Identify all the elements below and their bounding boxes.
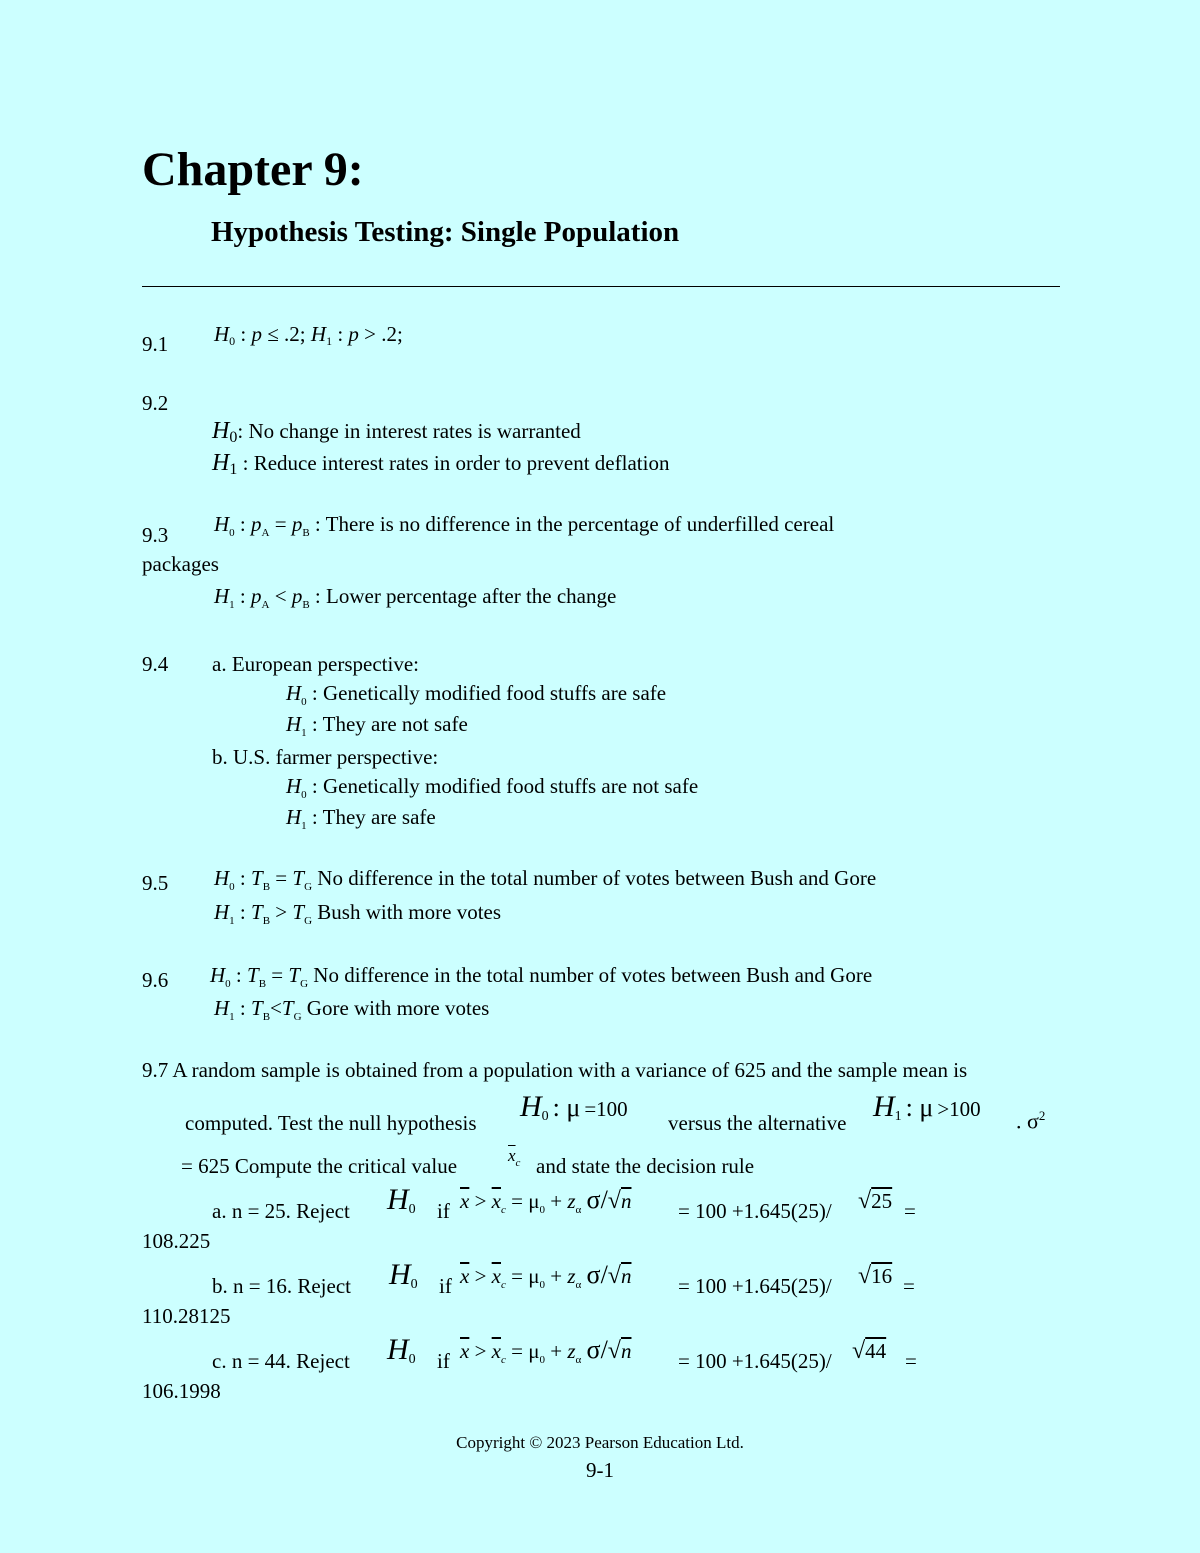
item-9-7-b-eq: = (903, 1274, 915, 1298)
footer-copyright: Copyright © 2023 Pearson Education Ltd. (456, 1433, 744, 1452)
item-9-6-h1-text: Gore with more votes (306, 996, 490, 1020)
item-9-7-c-lead: c. n = 44. Reject (212, 1349, 350, 1373)
item-9-7-a-h0: H0 (387, 1183, 416, 1217)
item-9-2-h1: $H_1$ : Reduce interest rates in order to prevent deflation (212, 450, 670, 478)
item-9-5-h0-text: No difference in the total number of votes between Bush and Gore (317, 866, 877, 890)
item-9-2-h0: $H_0$: No change in interest rates is warranted (212, 418, 581, 446)
item-9-7-line2b: versus the alternative (668, 1111, 847, 1135)
item-9-7-b-lead: b. n = 16. Reject (212, 1274, 351, 1298)
item-9-4-a-h1-text: They are not safe (322, 712, 468, 736)
item-9-6-h0: $H_0$ : $T_B = T_G$ No difference in the total number of votes between Bush and Gore (210, 963, 873, 990)
item-9-7-line3b: and state the decision rule (536, 1154, 755, 1178)
item-9-7-a-rule: $\overline{x} > \overline{x}_c = \mu_0 + z_\alpha$ σ/√n (460, 1185, 632, 1216)
item-9-7-a-root: √25 (858, 1188, 893, 1214)
item-9-7-b-if: if (439, 1274, 452, 1298)
item-9-7-b-h0: H0 (389, 1258, 418, 1292)
item-9-7-c-root-value: 44 (865, 1339, 887, 1363)
item-9-6-h0-text: No difference in the total number of votes between Bush and Gore (313, 963, 873, 987)
item-9-7-h0-formula: H0 : μ =100 (520, 1090, 628, 1124)
item-9-7-c-root: √44 (852, 1338, 887, 1364)
item-9-4-b-h1: $H_1$ : They are safe (286, 805, 436, 832)
item-9-4-number: 9.4 (142, 652, 169, 676)
item-9-7-line1-text: A random sample is obtained from a population with a variance of 625 and the sample mean is (172, 1058, 968, 1082)
item-9-7-b-tail: = 100 +1.645(25)/ (678, 1274, 832, 1298)
item-9-7-b-rule: $\overline{x} > \overline{x}_c = \mu_0 + z_\alpha$ σ/√n (460, 1260, 632, 1291)
chapter-subtitle: Hypothesis Testing: Single Population (211, 216, 680, 248)
item-9-7-line2a: computed. Test the null hypothesis (185, 1111, 477, 1135)
item-9-3-h1: $H_1$ : $p_A < p_B$ : Lower percentage after the change (214, 584, 617, 611)
item-9-7-c-eq: = (905, 1349, 917, 1373)
item-9-3-number: 9.3 (142, 523, 169, 547)
item-9-2-h0-text: No change in interest rates is warranted (248, 419, 581, 443)
item-9-7-line1 (142, 1058, 967, 1083)
title-divider (142, 286, 1060, 287)
item-9-5-number: 9.5 (142, 871, 169, 895)
item-9-7-b-result: 110.28125 (142, 1304, 231, 1328)
item-9-4-b-h1-text: They are safe (322, 805, 436, 829)
item-9-3-h1-text: Lower percentage after the change (326, 584, 617, 608)
item-9-7-a-tail: = 100 +1.645(25)/ (678, 1199, 832, 1223)
item-9-4-a-h0: $H_0$ : Genetically modified food stuffs are safe (286, 681, 667, 708)
item-9-7-b-root-value: 16 (871, 1264, 893, 1288)
item-9-7-h1-value: >100 (937, 1097, 981, 1121)
item-9-4-b-h0-text: Genetically modified food stuffs are not safe (323, 774, 699, 798)
item-9-2-h1-text: Reduce interest rates in order to prevent deflation (253, 451, 670, 475)
item-9-3-h0: $H_0$ : $p_A = p_B$ : There is no difference in the percentage of underfilled cereal (214, 512, 835, 539)
item-9-4-a-h1: $H_1$ : They are not safe (286, 712, 468, 739)
item-9-7-c-rule: $\overline{x} > \overline{x}_c = \mu_0 + z_\alpha$ σ/√n (460, 1335, 632, 1366)
item-9-3-h0-cont: packages (142, 552, 219, 576)
item-9-7-a-result: 108.225 (142, 1229, 211, 1253)
item-9-7-a-if: if (437, 1199, 450, 1223)
item-9-4-b-label: b. (212, 745, 228, 769)
item-9-1-formula: $H_0$ : p ≤ .2; $H_1$ : p > .2; (214, 322, 403, 348)
item-9-7-c-h0: H0 (387, 1333, 416, 1367)
item-9-4-a-text: European perspective: (231, 652, 419, 676)
item-9-7-critical-symbol: $\overline{x}_c$ (508, 1146, 521, 1169)
chapter-title: Chapter 9: (142, 143, 364, 196)
item-9-4-b (212, 745, 438, 770)
item-9-2-number: 9.2 (142, 391, 169, 415)
item-9-7-line3a: = 625 Compute the critical value (181, 1154, 458, 1178)
item-9-4-b-text: U.S. farmer perspective: (233, 745, 439, 769)
item-9-6-number: 9.6 (142, 968, 169, 992)
item-9-4-a-label: a. (212, 652, 227, 676)
item-9-7-a-lead: a. n = 25. Reject (212, 1199, 350, 1223)
item-9-6-h1: $H_1$ : $T_B<T_G$ Gore with more votes (214, 996, 490, 1023)
item-9-7-c-result: 106.1998 (142, 1379, 221, 1403)
item-9-4-b-h0: $H_0$ : Genetically modified food stuffs are not safe (286, 774, 699, 801)
item-9-7-sigma-squared: . $\sigma^2$ (1016, 1108, 1046, 1134)
item-9-7-a-root-value: 25 (871, 1189, 893, 1213)
item-9-4-a (212, 652, 419, 677)
footer-page-number: 9-1 (586, 1458, 614, 1482)
item-9-4-a-h0-text: Genetically modified food stuffs are safe (323, 681, 667, 705)
item-9-7-c-tail: = 100 +1.645(25)/ (678, 1349, 832, 1373)
item-9-5-h1: $H_1$ : $T_B > T_G$ Bush with more votes (214, 900, 502, 927)
item-9-3-h0-text: There is no difference in the percentage of underfilled cereal (325, 512, 835, 536)
item-9-7-h0-value: =100 (584, 1097, 628, 1121)
item-9-7-c-if: if (437, 1349, 450, 1373)
item-9-5-h1-text: Bush with more votes (317, 900, 502, 924)
item-9-7-h1-formula: H1 : μ >100 (873, 1090, 981, 1124)
item-9-7-a-eq: = (904, 1199, 916, 1223)
item-9-1-number: 9.1 (142, 332, 169, 356)
item-9-7-number: 9.7 (142, 1058, 169, 1082)
item-9-7-b-root: √16 (858, 1263, 893, 1289)
item-9-5-h0: $H_0$ : $T_B = T_G$ No difference in the total number of votes between Bush and Gore (214, 866, 877, 893)
